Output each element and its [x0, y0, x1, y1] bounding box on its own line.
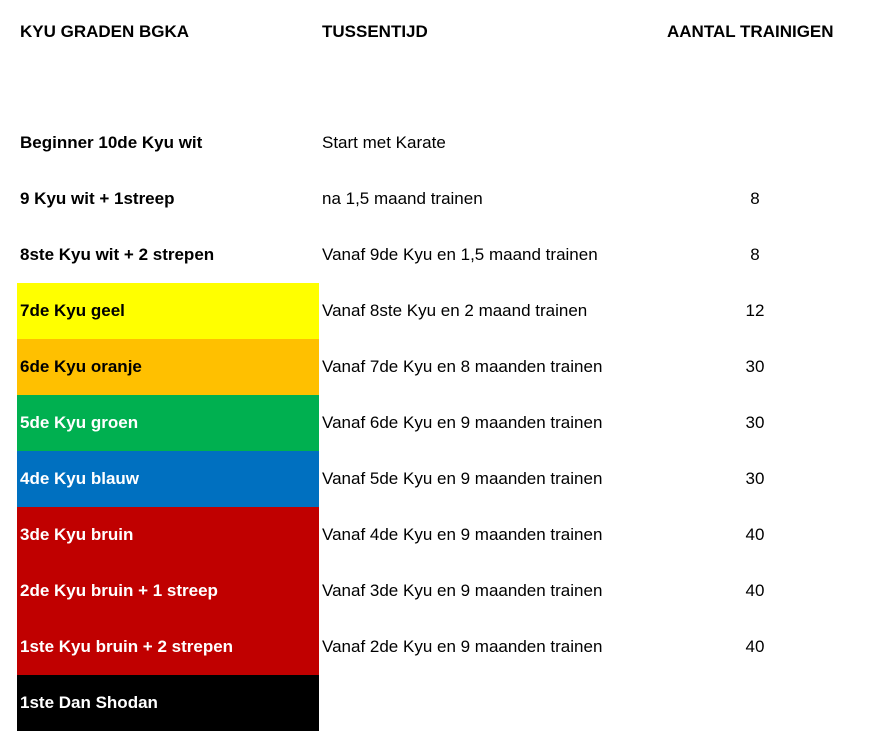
column-header-interval: TUSSENTIJD: [322, 22, 428, 41]
trainings-count-cell: 30: [745, 469, 765, 488]
trainings-count-cell: 40: [745, 525, 765, 544]
interval-cell: Start met Karate: [322, 133, 446, 152]
interval-cell: Vanaf 5de Kyu en 9 maanden trainen: [322, 469, 603, 488]
interval-cell: Vanaf 8ste Kyu en 2 maand trainen: [322, 301, 588, 320]
grade-cell: 2de Kyu bruin + 1 streep: [17, 563, 319, 619]
table-row: [0, 115, 895, 171]
interval-cell: Vanaf 4de Kyu en 9 maanden trainen: [322, 525, 603, 544]
interval-cell: Vanaf 7de Kyu en 8 maanden trainen: [322, 357, 603, 376]
table-row: [0, 675, 895, 731]
grade-cell: 1ste Kyu bruin + 2 strepen: [17, 619, 319, 675]
table-row: [0, 283, 895, 339]
trainings-count-cell: 8: [750, 189, 760, 208]
trainings-count-cell: 30: [745, 357, 765, 376]
interval-cell: Vanaf 6de Kyu en 9 maanden trainen: [322, 413, 603, 432]
grade-table: [0, 115, 895, 731]
column-header-trainings: AANTAL TRAINIGEN: [667, 22, 834, 41]
grade-cell: 5de Kyu groen: [17, 395, 319, 451]
trainings-count-cell: [705, 115, 805, 171]
table-row: [0, 171, 895, 227]
grade-cell: 6de Kyu oranje: [17, 339, 319, 395]
table-header: [0, 20, 895, 44]
grade-cell: 1ste Dan Shodan: [17, 675, 319, 731]
trainings-count-cell: 30: [745, 413, 765, 432]
grade-cell: 4de Kyu blauw: [17, 451, 319, 507]
table-row: [0, 395, 895, 451]
table-row: [0, 227, 895, 283]
trainings-count-cell: 40: [745, 581, 765, 600]
grade-cell: 7de Kyu geel: [17, 283, 319, 339]
trainings-count-cell: 40: [745, 637, 765, 656]
table-row: [0, 563, 895, 619]
table-row: [0, 619, 895, 675]
trainings-count-cell: [705, 675, 805, 731]
grade-cell: 8ste Kyu wit + 2 strepen: [17, 227, 319, 283]
table-row: [0, 339, 895, 395]
trainings-count-cell: 12: [745, 301, 765, 320]
grade-cell: 3de Kyu bruin: [17, 507, 319, 563]
table-row: [0, 451, 895, 507]
interval-cell: na 1,5 maand trainen: [322, 189, 483, 208]
interval-cell: Vanaf 3de Kyu en 9 maanden trainen: [322, 581, 603, 600]
grade-cell: Beginner 10de Kyu wit: [17, 115, 319, 171]
interval-cell: Vanaf 9de Kyu en 1,5 maand trainen: [322, 245, 598, 264]
grade-cell: 9 Kyu wit + 1streep: [17, 171, 319, 227]
table-row: [0, 507, 895, 563]
trainings-count-cell: 8: [750, 245, 760, 264]
column-header-grade: KYU GRADEN BGKA: [20, 22, 190, 41]
interval-cell: Vanaf 2de Kyu en 9 maanden trainen: [322, 637, 603, 656]
